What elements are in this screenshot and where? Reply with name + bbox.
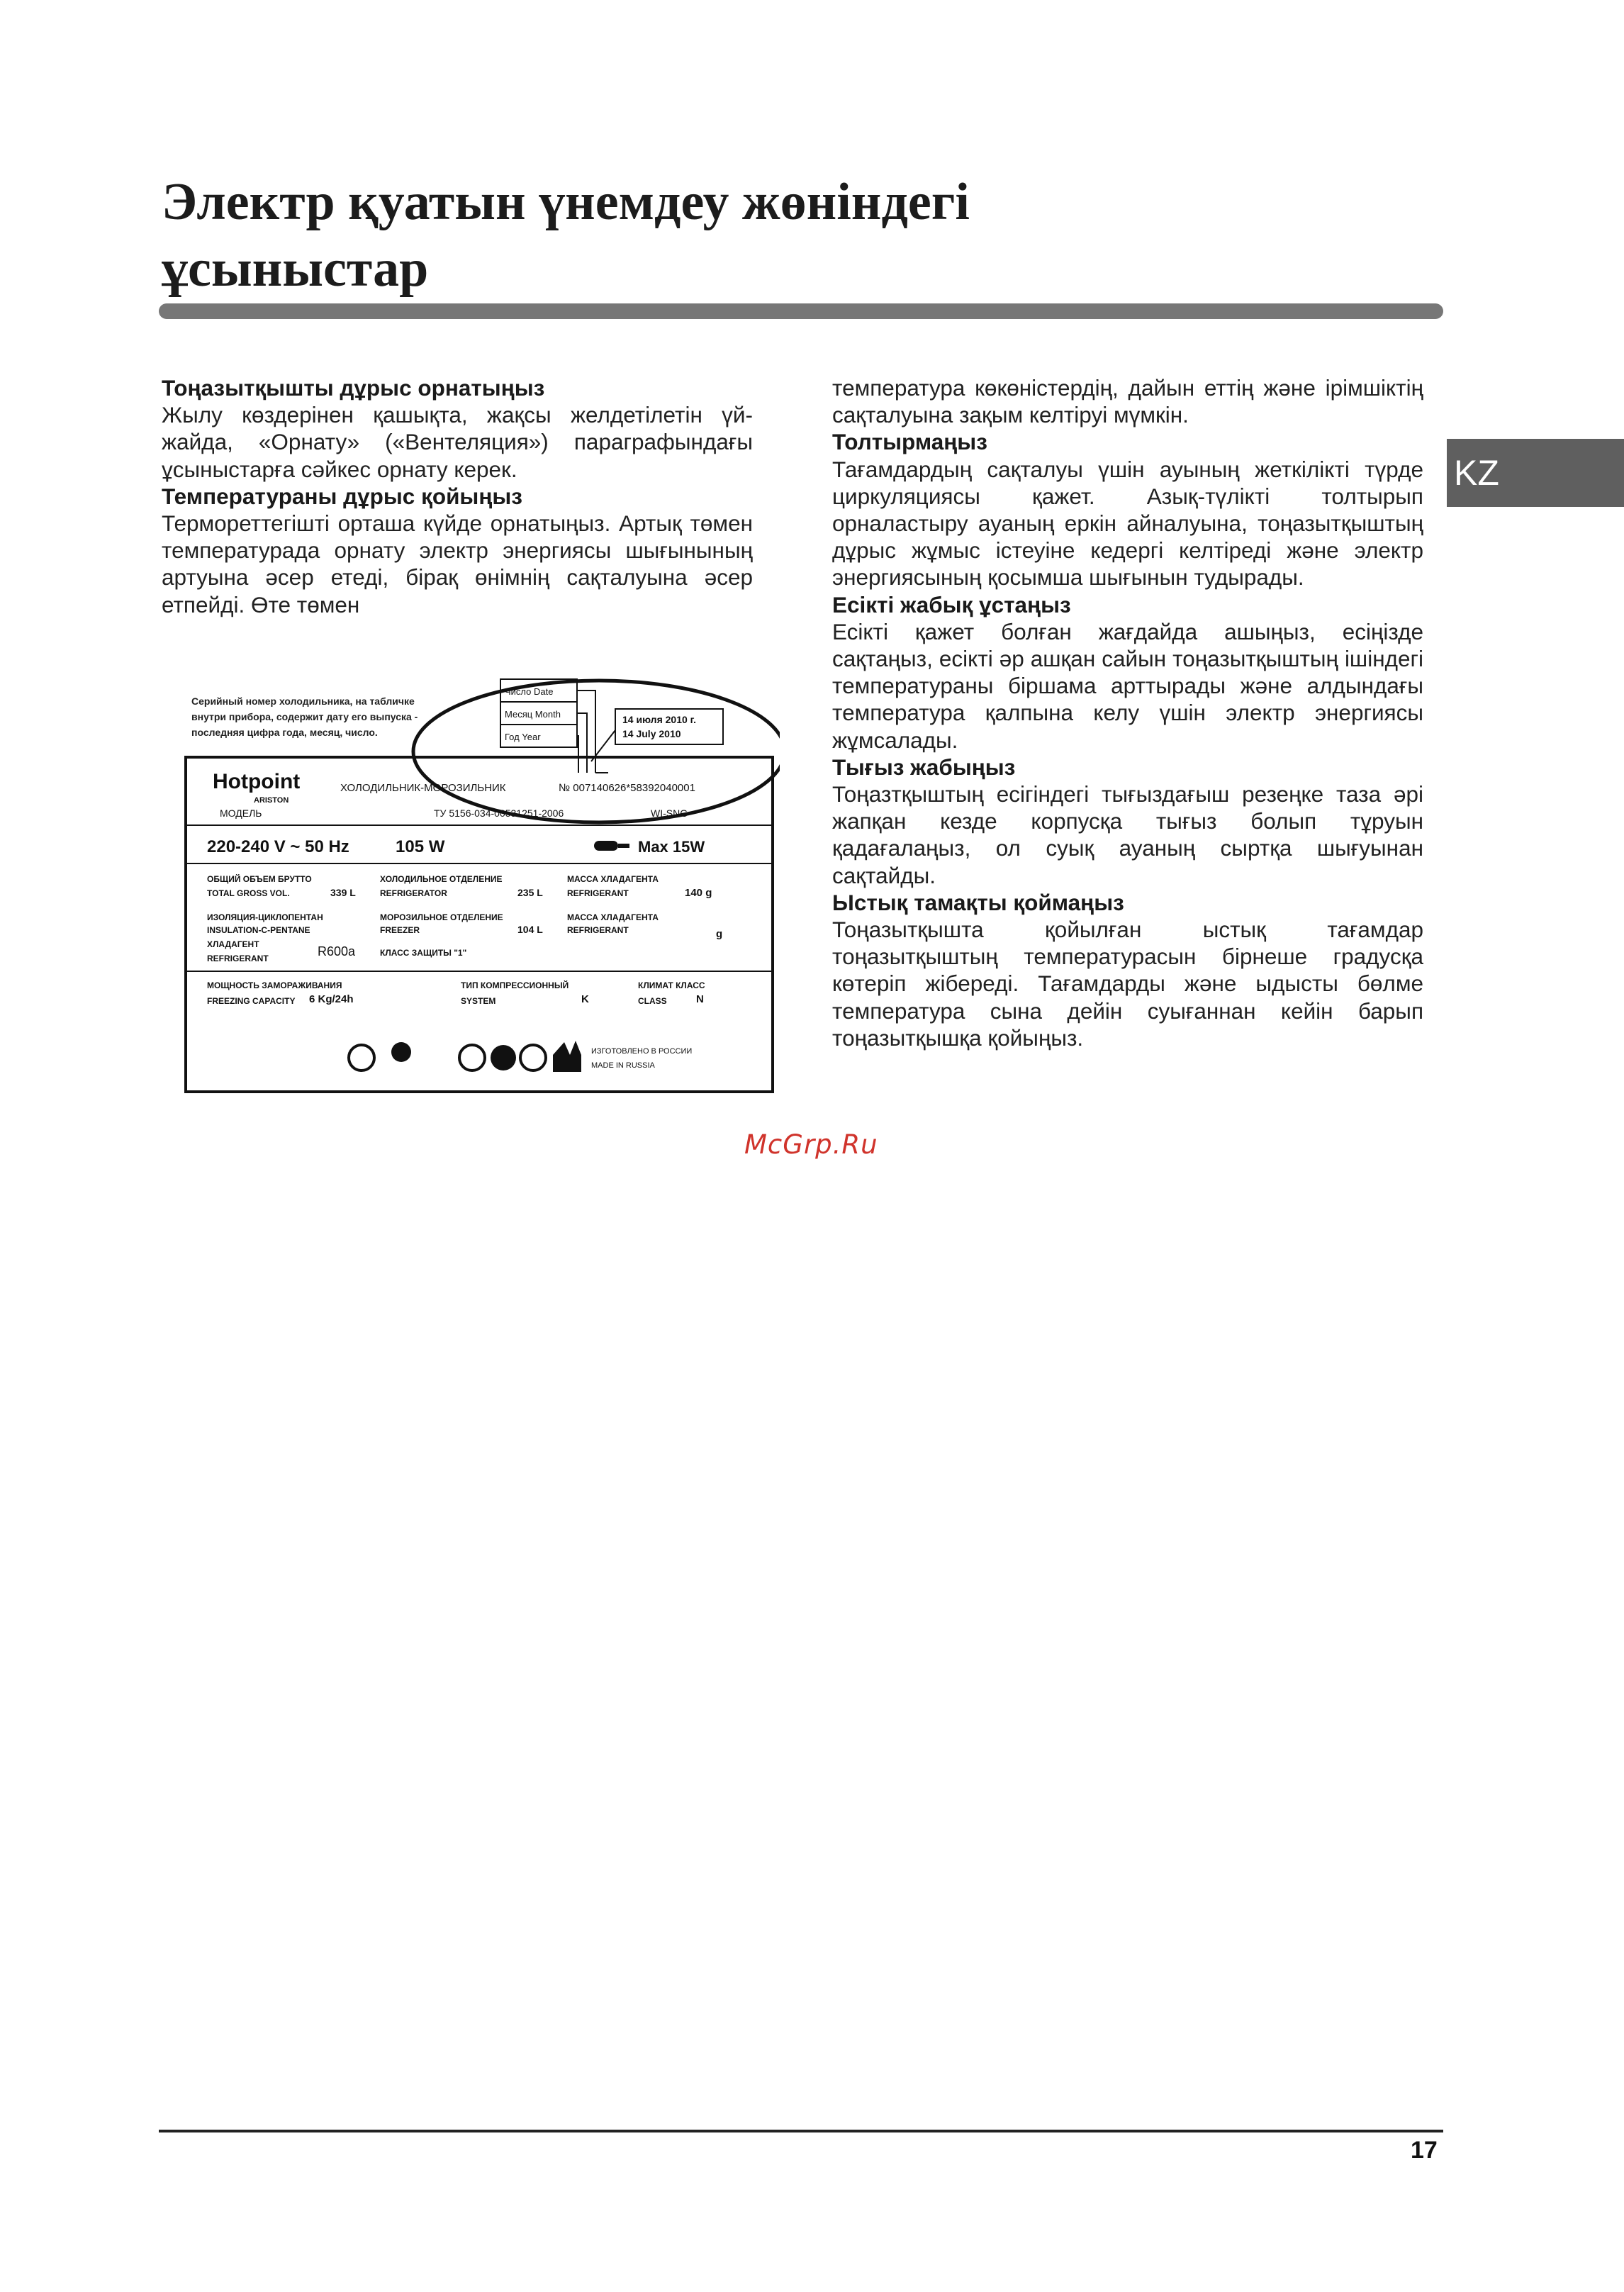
section-body: Жылу көздерінен қашықта, жақсы желдетілетін үй-жайда, «Орнату» («Вентеляция») параграфындағы ұсыныстарға сәйкес орнату керек.: [162, 402, 753, 482]
section-continuation: температура көкөністердің, дайын еттің және ірімшіктің сақталуына зақым келтіруі мүмкін.: [832, 375, 1423, 428]
spec-value: 339 L: [330, 887, 356, 898]
spec-value: R600a: [318, 944, 356, 958]
spec-label: REFRIGERATOR: [380, 888, 447, 898]
date-example-ru: 14 июля 2010 г.: [622, 714, 696, 725]
watermark: McGrp.Ru: [744, 1129, 878, 1160]
section-heading: Толтырмаңыз: [832, 429, 987, 455]
section-body: Есікті қажет болған жағдайда ашыңыз, есіңізде сақтаңыз, есікті әр ашқан сайын тоңазытқыштың ішіндегі температураны біршама арттырады және алдындағы температура қалпына келу үшін электр энергиясы жұмсалады.: [832, 618, 1423, 753]
brand-sub: ARISTON: [254, 796, 289, 805]
spec-value: 6 Kg/24h: [309, 993, 354, 1005]
date-box-day: Число Date: [505, 686, 554, 697]
spec-value: 104 L: [517, 924, 543, 935]
spec-label: МОЩНОСТЬ ЗАМОРАЖИВАНИЯ: [207, 980, 342, 990]
voltage: 220-240 V ~ 50 Hz: [207, 837, 349, 856]
spec-label: INSULATION-C-PENTANE: [207, 925, 310, 935]
certification-icons: [349, 1041, 581, 1072]
footer-rule: [159, 2130, 1443, 2132]
spec-label: КЛАСС ЗАЩИТЫ "1": [380, 948, 467, 958]
spec-value: 235 L: [517, 887, 543, 898]
ce-mark-icon: [391, 1042, 411, 1062]
spec-label: SYSTEM: [461, 996, 496, 1006]
section-heading: Тығыз жабыңыз: [832, 754, 1016, 780]
spec-label: МАССА ХЛАДАГЕНТА: [567, 874, 659, 884]
spec-label: TOTAL GROSS VOL.: [207, 888, 290, 898]
product-type: ХОЛОДИЛЬНИК-МОРОЗИЛЬНИК: [340, 782, 506, 794]
left-column: [162, 374, 753, 618]
spec-label: ХЛАДАГЕНТ: [207, 939, 259, 949]
tech-standard: ТУ 5156-034-00531251-2006: [434, 807, 564, 819]
spec-label: ИЗОЛЯЦИЯ-ЦИКЛОПЕНТАН: [207, 912, 323, 922]
title-line-1: Электр қуатын үнемдеу жөніндегі: [162, 173, 970, 231]
brand-logo: Hotpoint: [213, 770, 301, 793]
section-heading: Тоңазытқышты дұрыс орнатыңыз: [162, 375, 545, 401]
spec-label: REFRIGERANT: [567, 925, 629, 935]
page-title: [162, 169, 1296, 302]
model-code: WI-SNG: [651, 807, 688, 819]
factory-icon: [553, 1041, 581, 1072]
ground-mark-icon: [520, 1045, 546, 1070]
spec-value: 140 g: [685, 887, 712, 899]
spec-label: МАССА ХЛАДАГЕНТА: [567, 912, 659, 922]
section-body: Тағамдардың сақталуы үшін ауының жеткілікті түрде циркуляциясы қажет. Азық-түлікті толтырып орналастыру ауаның еркін айналуына, тоңазытқыштың дұрыс жұмыс істеуіне кедергі келтіреді және электр энергиясының қосымша шығынын тудырады.: [832, 456, 1423, 591]
made-in-en: MADE IN RUSSIA: [591, 1061, 655, 1070]
power: 105 W: [396, 837, 445, 856]
section-body: Тоңазытқышта қойылған ыстық тағамдар тоңазытқыштың температурасын бірнеше градусқа көтеріп жібереді. Тағамдарды және ыдысты бөлме температура сына дейін суығаннан кейін барып тоңазытқышқа қойыңыз.: [832, 917, 1423, 1051]
spec-value: N: [696, 993, 704, 1005]
spec-label: МОРОЗИЛЬНОЕ ОТДЕЛЕНИЕ: [380, 912, 503, 922]
eac-mark-icon: [491, 1045, 516, 1070]
section-body: Термореттегішті орташа күйде орнатыңыз. Артық төмен температурада орнату электр энергиясы шығынының артуына әсер етеді, бірақ өнімнің сақталуына әсер етпейді. Өте төмен: [162, 510, 753, 617]
spec-label: ТИП КОМПРЕССИОННЫЙ: [461, 980, 569, 990]
date-example-en: 14 July 2010: [622, 728, 681, 739]
gost-mark-icon: [459, 1045, 485, 1070]
right-column: [832, 374, 1423, 1051]
spec-label: REFRIGERANT: [207, 954, 269, 963]
model-label: МОДЕЛЬ: [220, 807, 262, 819]
label-caption-line: внутри прибора, содержит дату его выпуска -: [191, 711, 418, 722]
label-caption-line: Серийный номер холодильника, на табличке: [191, 695, 415, 707]
section-heading: Ыстық тамақты қоймаңыз: [832, 889, 1124, 915]
pct-mark-icon: [349, 1045, 374, 1070]
made-in-ru: ИЗГОТОВЛЕНО В РОССИИ: [591, 1047, 693, 1056]
spec-value: K: [581, 993, 589, 1005]
spec-label: ХОЛОДИЛЬНОЕ ОТДЕЛЕНИЕ: [380, 874, 503, 884]
spec-label: ОБЩИЙ ОБЪЕМ БРУТТО: [207, 874, 312, 884]
spec-label: КЛИМАТ КЛАСС: [638, 980, 705, 990]
language-tab-kz: KZ: [1447, 439, 1624, 507]
section-body: Тоңазтқыштың есігіндегі тығыздағыш резеңке таза әрі жапқан кезде корпусқа тығыз болып тұруын қадағалаңыз, ол суық ауаның сыртқа шығуынан сақтайды.: [832, 781, 1423, 888]
spec-label: FREEZER: [380, 925, 420, 935]
page-number: 17: [1411, 2137, 1438, 2164]
rating-label-illustration: [170, 666, 780, 1096]
date-box-year: Год Year: [505, 732, 541, 742]
section-heading: Температураны дұрыс қойыңыз: [162, 483, 522, 509]
spec-label: REFRIGERANT: [567, 888, 629, 898]
serial-number: № 007140626*58392040001: [559, 782, 695, 794]
spec-label: CLASS: [638, 996, 667, 1006]
lamp-icon: [594, 841, 629, 851]
date-box-month: Месяц Month: [505, 709, 561, 720]
title-underline: [159, 303, 1443, 319]
title-line-2: ұсыныстар: [162, 240, 429, 298]
label-caption-line: последняя цифра года, месяц, число.: [191, 727, 378, 738]
lamp-power: Max 15W: [638, 838, 705, 856]
spec-value: g: [716, 928, 723, 940]
section-heading: Есікті жабық ұстаңыз: [832, 591, 1071, 617]
spec-label: FREEZING CAPACITY: [207, 996, 296, 1006]
